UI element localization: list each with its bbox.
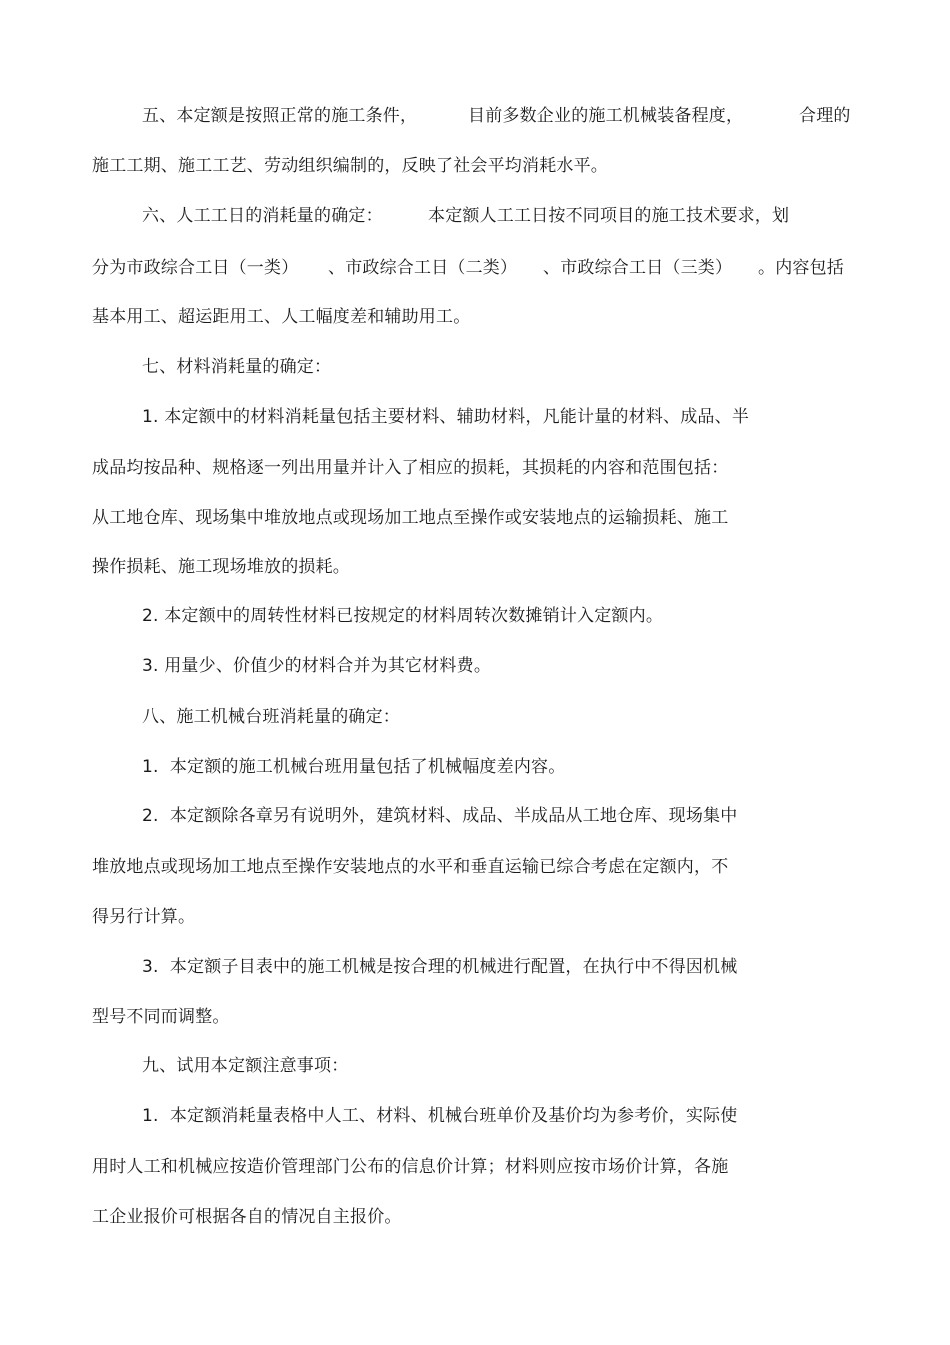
text-line: 、市政综合工日（三类） — [543, 258, 733, 278]
text-line: 工企业报价可根据各自的情况自主报价。 — [92, 1207, 402, 1227]
text-line: 五、本定额是按照正常的施工条件， — [142, 106, 418, 126]
text-line: 九、试用本定额注意事项： — [142, 1056, 349, 1076]
text-line: 目前多数企业的施工机械装备程度， — [468, 106, 744, 126]
text-line: 施工工期、施工工艺、劳动组织编制的，反映了社会平均消耗水平。 — [92, 156, 608, 176]
text-line: 得另行计算。 — [92, 907, 196, 927]
text-line: 3. 用量少、价值少的材料合并为其它材料费。 — [142, 656, 492, 676]
text-line: 型号不同而调整。 — [92, 1007, 230, 1027]
text-line: 堆放地点或现场加工地点至操作安装地点的水平和垂直运输已综合考虑在定额内，不 — [92, 857, 729, 877]
text-line: 本定额人工工日按不同项目的施工技术要求，划 — [428, 206, 790, 226]
text-line: 2. 本定额除各章另有说明外，建筑材料、成品、半成品从工地仓库、现场集中 — [142, 806, 738, 826]
text-line: 七、材料消耗量的确定： — [142, 357, 332, 377]
text-line: 成品均按品种、规格逐一列出用量并计入了相应的损耗，其损耗的内容和范围包括： — [92, 458, 729, 478]
text-line: 用时人工和机械应按造价管理部门公布的信息价计算；材料则应按市场价计算，各施 — [92, 1157, 729, 1177]
text-line: 操作损耗、施工现场堆放的损耗。 — [92, 557, 350, 577]
text-line: 1. 本定额的施工机械台班用量包括了机械幅度差内容。 — [142, 757, 566, 777]
text-line: 2. 本定额中的周转性材料已按规定的材料周转次数摊销计入定额内。 — [142, 606, 664, 626]
text-line: 六、人工工日的消耗量的确定： — [142, 206, 383, 226]
text-line: 合理的 — [799, 106, 851, 126]
text-line: 从工地仓库、现场集中堆放地点或现场加工地点至操作或安装地点的运输损耗、施工 — [92, 508, 729, 528]
text-line: 八、施工机械台班消耗量的确定： — [142, 707, 400, 727]
text-line: 基本用工、超运距用工、人工幅度差和辅助用工。 — [92, 307, 471, 327]
text-line: 1. 本定额消耗量表格中人工、材料、机械台班单价及基价均为参考价，实际使 — [142, 1106, 738, 1126]
text-line: 1. 本定额中的材料消耗量包括主要材料、辅助材料，凡能计量的材料、成品、半 — [142, 407, 750, 427]
text-line: 、市政综合工日（二类） — [328, 258, 518, 278]
text-line: 。内容包括 — [758, 258, 844, 278]
text-line: 3. 本定额子目表中的施工机械是按合理的机械进行配置，在执行中不得因机械 — [142, 957, 738, 977]
text-line: 分为市政综合工日（一类） — [92, 258, 299, 278]
